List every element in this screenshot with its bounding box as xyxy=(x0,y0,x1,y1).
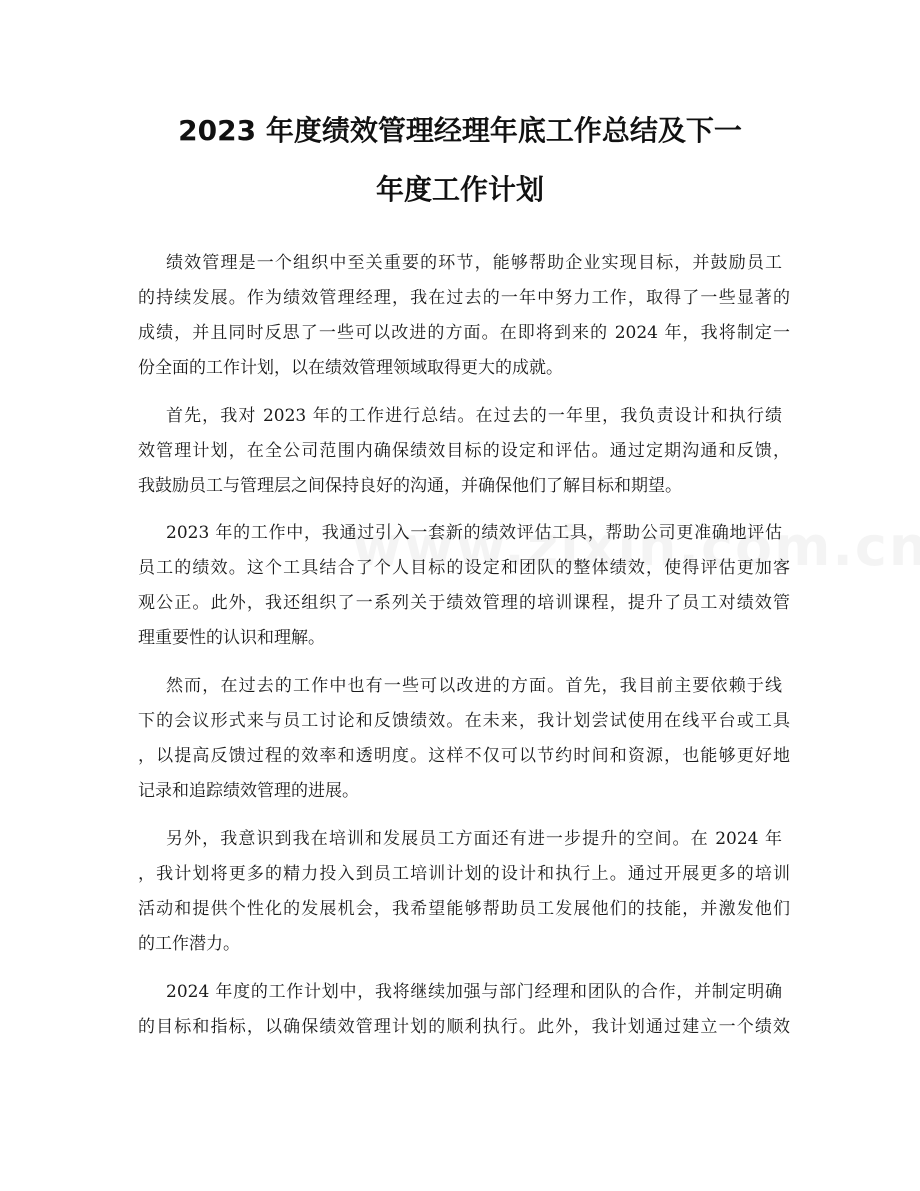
paragraph-1-line-1: 绩效管理是一个组织中至关重要的环节，能够帮助企业实现目标，并鼓励员工 xyxy=(166,253,782,273)
paragraph-5-line-4: 的工作潜力。 xyxy=(138,934,240,954)
paragraph-5-line-3: 活动和提供个性化的发展机会，我希望能够帮助员工发展他们的技能，并激发他们 xyxy=(138,899,790,919)
document-title-line-2: 年度工作计划 xyxy=(375,173,544,206)
paragraph-4-line-1: 然而，在过去的工作中也有一些可以改进的方面。首先，我目前主要依赖于线 xyxy=(166,676,782,696)
paragraph-3-line-2: 员工的绩效。这个工具结合了个人目标的设定和团队的整体绩效，使得评估更加客 xyxy=(138,558,790,578)
paragraph-4-line-4: 记录和追踪绩效管理的进展。 xyxy=(138,781,359,801)
document-title-line-1: 2023 年度绩效管理经理年底工作总结及下一 xyxy=(178,114,742,147)
paragraph-5-line-1: 另外，我意识到我在培训和发展员工方面还有进一步提升的空间。在 2024 年 xyxy=(166,829,782,849)
paragraph-2-line-1: 首先，我对 2023 年的工作进行总结。在过去的一年里，我负责设计和执行绩 xyxy=(166,406,782,426)
paragraph-3-line-3: 观公正。此外，我还组织了一系列关于绩效管理的培训课程，提升了员工对绩效管 xyxy=(138,593,790,613)
paragraph-4-line-2: 下的会议形式来与员工讨论和反馈绩效。在未来，我计划尝试使用在线平台或工具 xyxy=(138,711,790,731)
paragraph-1-line-2: 的持续发展。作为绩效管理经理，我在过去的一年中努力工作，取得了一些显著的 xyxy=(138,288,790,308)
paragraph-6-line-2: 的目标和指标，以确保绩效管理计划的顺利执行。此外，我计划通过建立一个绩效 xyxy=(138,1017,790,1037)
paragraph-6-line-1: 2024 年度的工作计划中，我将继续加强与部门经理和团队的合作，并制定明确 xyxy=(166,982,782,1002)
paragraph-1-line-3: 成绩，并且同时反思了一些可以改进的方面。在即将到来的 2024 年，我将制定一 xyxy=(138,323,790,343)
paragraph-2-line-2: 效管理计划，在全公司范围内确保绩效目标的设定和评估。通过定期沟通和反馈， xyxy=(138,441,790,461)
paragraph-3-line-1: 2023 年的工作中，我通过引入一套新的绩效评估工具，帮助公司更准确地评估 xyxy=(166,523,782,543)
paragraph-4-line-3: ，以提高反馈过程的效率和透明度。这样不仅可以节约时间和资源，也能够更好地 xyxy=(138,746,790,766)
paragraph-2-line-3: 我鼓励员工与管理层之间保持良好的沟通，并确保他们了解目标和期望。 xyxy=(138,476,682,496)
paragraph-5-line-2: ，我计划将更多的精力投入到员工培训计划的设计和执行上。通过开展更多的培训 xyxy=(138,864,790,884)
paragraph-1-line-4: 份全面的工作计划，以在绩效管理领域取得更大的成就。 xyxy=(138,358,563,378)
paragraph-3-line-4: 理重要性的认识和理解。 xyxy=(138,628,325,648)
